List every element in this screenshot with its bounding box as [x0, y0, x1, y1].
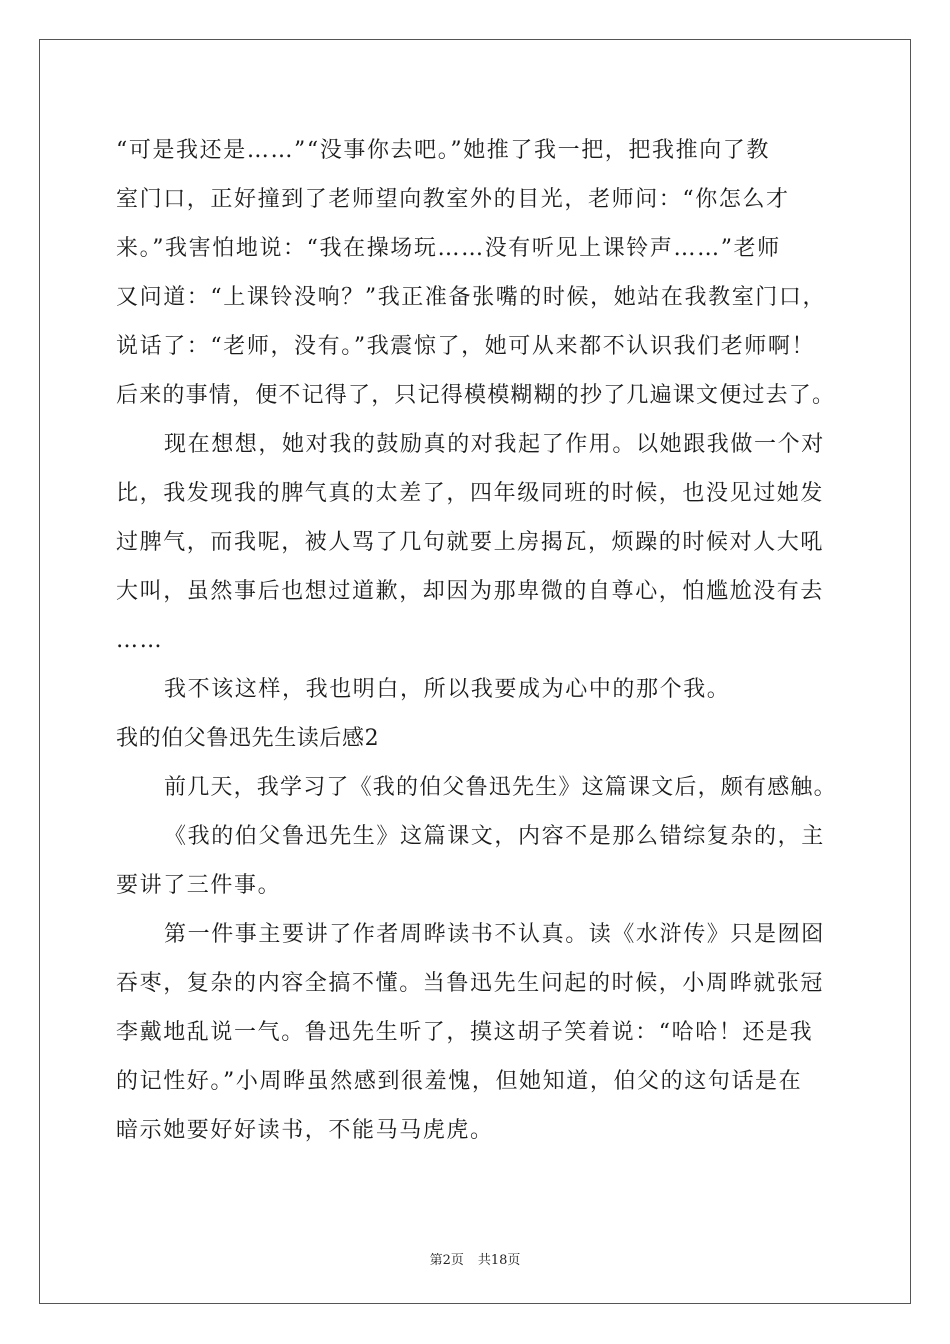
text-line: 的记性好。”小周晔虽然感到很羞愧，但她知道，伯父的这句话是在: [116, 1069, 803, 1094]
text-line: 来。”我害怕地说：“我在操场玩……没有听见上课铃声……”老师: [116, 236, 781, 261]
text-line: 室门口，正好撞到了老师望向教室外的目光，老师问：“你怎么才: [116, 187, 790, 212]
text-line: 又问道：“上课铃没响？”我正准备张嘴的时候，她站在我教室门口，: [116, 285, 827, 310]
paragraph-start: 前几天，我学习了《我的伯父鲁迅先生》这篇课文后，颇有感触。: [164, 775, 837, 800]
paragraph-start: 《我的伯父鲁迅先生》这篇课文，内容不是那么错综复杂的，主: [164, 824, 825, 849]
text-line: 暗示她要好好读书，不能马马虎虎。: [116, 1118, 494, 1143]
document-body: [116, 126, 838, 1155]
text-line: “可是我还是……”“没事你去吧。”她推了我一把，把我推向了教: [116, 138, 770, 163]
text-line: 李戴地乱说一气。鲁迅先生听了，摸这胡子笑着说：“哈哈！还是我: [116, 1020, 814, 1045]
text-line: 大叫，虽然事后也想过道歉，却因为那卑微的自尊心，怕尴尬没有去: [116, 579, 825, 604]
text-line: 后来的事情，便不记得了，只记得模模糊糊的抄了几遍课文便过去了。: [116, 383, 836, 408]
text-line: 过脾气，而我呢，被人骂了几句就要上房揭瓦，烦躁的时候对人大吼: [116, 530, 825, 555]
text-line: 比，我发现我的脾气真的太差了，四年级同班的时候，也没见过她发: [116, 481, 825, 506]
text-line: 要讲了三件事。: [116, 873, 282, 898]
page-footer: [0, 1249, 950, 1268]
page-number: 第2页: [429, 1253, 464, 1268]
paragraph-start: 我不该这样，我也明白，所以我要成为心中的那个我。: [164, 677, 731, 702]
paragraph-start: 第一件事主要讲了作者周晔读书不认真。读《水浒传》只是囫囵: [164, 922, 825, 947]
section-heading: 我的伯父鲁迅先生读后感2: [116, 726, 380, 751]
paragraph-start: 现在想想，她对我的鼓励真的对我起了作用。以她跟我做一个对: [164, 432, 825, 457]
text-line: ……: [116, 628, 164, 653]
text-line: 吞枣，复杂的内容全搞不懂。当鲁迅先生问起的时候，小周晔就张冠: [116, 971, 825, 996]
text-line: 说话了：“老师，没有。”我震惊了，她可从来都不认识我们老师啊！: [116, 334, 816, 359]
page-total: 共18页: [477, 1253, 521, 1268]
